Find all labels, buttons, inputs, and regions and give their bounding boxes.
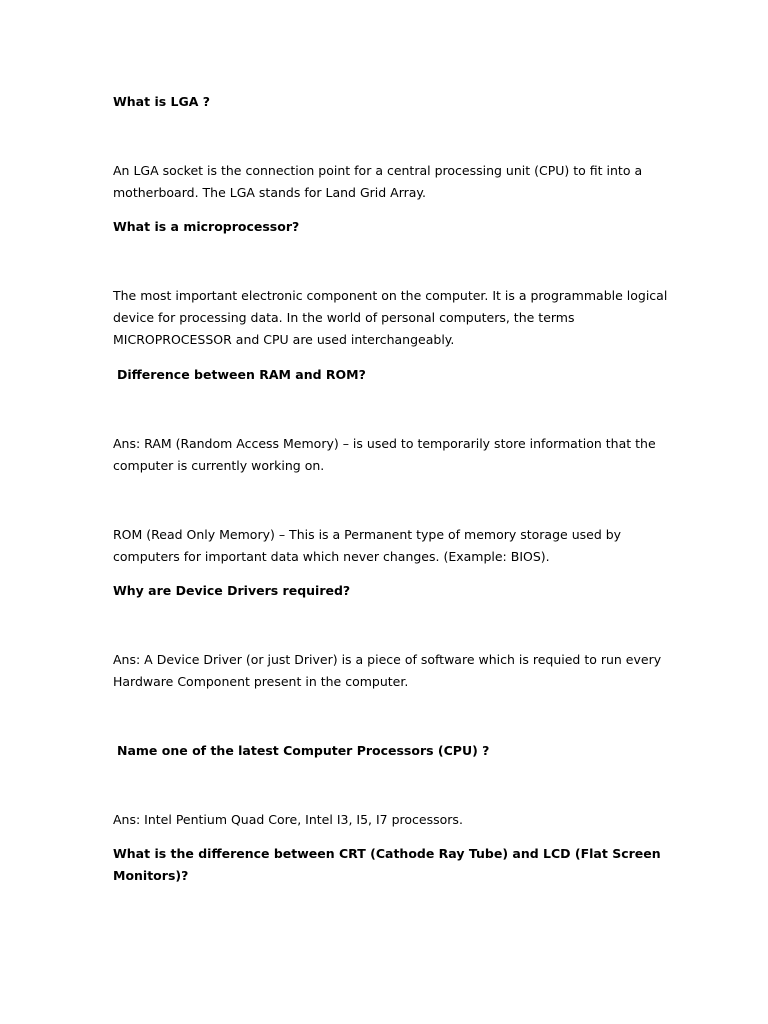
answer-latest-processors: Ans: Intel Pentium Quad Core, Intel I3, I5, I7 processors. bbox=[113, 812, 463, 827]
answer-microprocessor: The most important electronic component on the computer. It is a programmable logical device for processing data. In the world of personal computers, the terms MICROPROCESSOR and CPU are used interchangeably. bbox=[113, 288, 668, 347]
answer-lga: An LGA socket is the connection point for a central processing unit (CPU) to fit into a motherboard. The LGA stands for Land Grid Array. bbox=[113, 163, 643, 200]
question-lga: What is LGA ? bbox=[113, 94, 211, 109]
answer-rom: ROM (Read Only Memory) – This is a Permanent type of memory storage used by computers for important data which never changes. (Example: BIOS). bbox=[113, 527, 622, 564]
question-microprocessor: What is a microprocessor? bbox=[113, 219, 300, 234]
answer-device-drivers: Ans: A Device Driver (or just Driver) is a piece of software which is requied to run every Hardware Component present in the computer. bbox=[113, 652, 662, 689]
question-latest-processors: Name one of the latest Computer Processors (CPU) ? bbox=[117, 743, 490, 758]
question-crt-lcd: What is the difference between CRT (Cathode Ray Tube) and LCD (Flat Screen Monitors)? bbox=[113, 846, 661, 883]
question-ram-rom: Difference between RAM and ROM? bbox=[117, 367, 366, 382]
answer-ram: Ans: RAM (Random Access Memory) – is used to temporarily store information that the computer is currently working on. bbox=[113, 436, 656, 473]
question-device-drivers: Why are Device Drivers required? bbox=[113, 583, 351, 598]
